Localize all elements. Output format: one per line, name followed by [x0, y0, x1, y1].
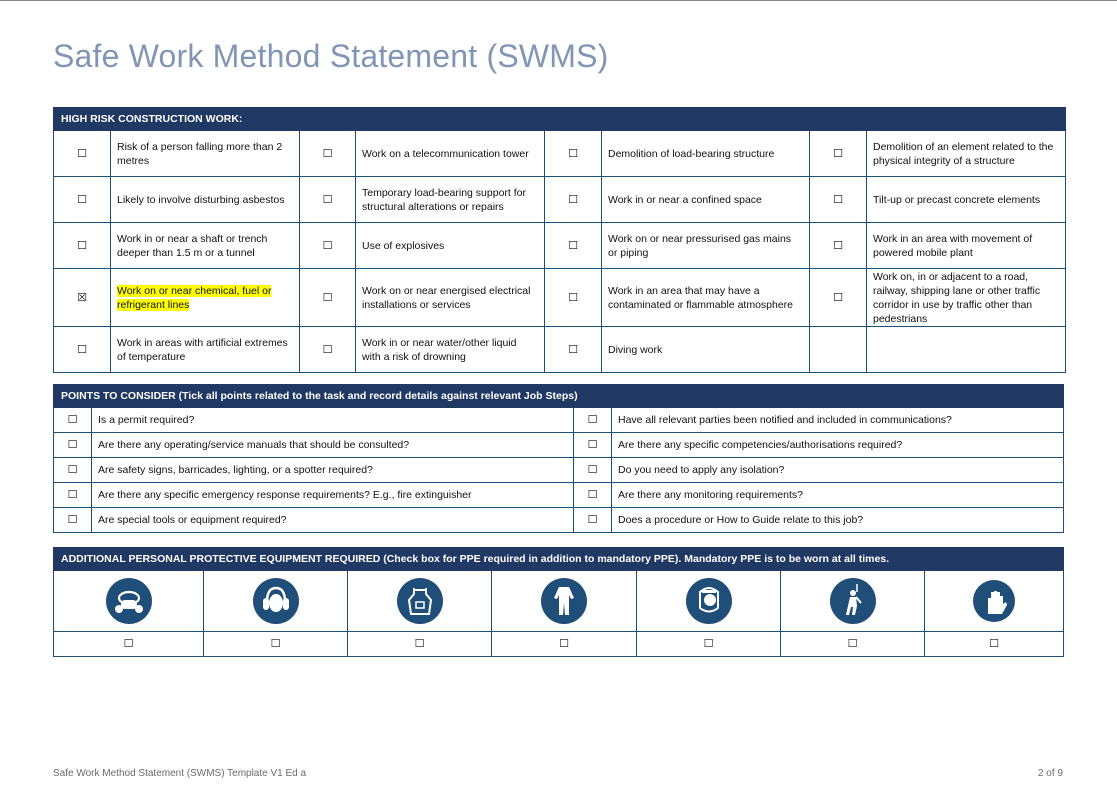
point-label: Are there any specific competencies/authorisations required? [612, 433, 1064, 458]
risk-label: Likely to involve disturbing asbestos [111, 177, 300, 223]
risk-label: Work in or near water/other liquid with a risk of drowning [356, 327, 545, 373]
top-rule [0, 0, 1117, 1]
footer-page-number: 2 of 9 [1037, 768, 1063, 779]
checkbox[interactable]: ☐ [574, 458, 612, 483]
checkbox[interactable]: ☐ [54, 131, 111, 177]
checkbox[interactable]: ☐ [300, 177, 356, 223]
ppe-icon-cell [781, 571, 925, 632]
point-label: Are there any operating/service manuals that should be consulted? [92, 433, 574, 458]
ppe-icon-cell [492, 571, 637, 632]
checkbox[interactable]: ☐ [54, 223, 111, 269]
risk-label: Work in or near a shaft or trench deeper than 1.5 m or a tunnel [111, 223, 300, 269]
checkbox[interactable]: ☐ [574, 433, 612, 458]
point-label: Are special tools or equipment required? [92, 508, 574, 533]
risk-label: Work on, in or adjacent to a road, railway, shipping lane or other traffic corridor in use by traffic other than pedestrians [867, 269, 1066, 327]
footer-document-name: Safe Work Method Statement (SWMS) Template V1 Ed a [53, 768, 307, 779]
empty-cell [810, 327, 867, 373]
risk-label [111, 269, 300, 327]
ppe-checkbox[interactable]: ☐ [637, 632, 781, 657]
highlighted-text: Work on or near chemical, fuel or refrigerant lines [117, 284, 272, 311]
point-label: Do you need to apply any isolation? [612, 458, 1064, 483]
ppe-checkbox[interactable]: ☐ [54, 632, 204, 657]
risk-label: Risk of a person falling more than 2 metres [111, 131, 300, 177]
ppe-checkbox[interactable]: ☐ [492, 632, 637, 657]
points-header: POINTS TO CONSIDER (Tick all points related to the task and record details against relevant Job Steps) [54, 385, 1064, 408]
checkbox[interactable]: ☐ [54, 327, 111, 373]
point-label: Does a procedure or How to Guide relate to this job? [612, 508, 1064, 533]
checkbox[interactable]: ☐ [300, 327, 356, 373]
checkbox[interactable]: ☐ [545, 131, 602, 177]
ppe-icon-cell [348, 571, 492, 632]
page-title: Safe Work Method Statement (SWMS) [53, 38, 609, 74]
gloves-icon [973, 580, 1015, 622]
harness-icon [830, 578, 876, 624]
risk-label: Work on a telecommunication tower [356, 131, 545, 177]
empty-cell [867, 327, 1066, 373]
checkbox-checked[interactable]: ☒ [54, 269, 111, 327]
checkbox[interactable]: ☐ [54, 408, 92, 433]
checkbox[interactable]: ☐ [810, 177, 867, 223]
ppe-header: ADDITIONAL PERSONAL PROTECTIVE EQUIPMENT REQUIRED (Check box for PPE required in addition to mandatory PPE). Mandatory PPE is to be worn at all times. [54, 548, 1064, 571]
checkbox[interactable]: ☐ [810, 223, 867, 269]
point-label: Have all relevant parties been notified and included in communications? [612, 408, 1064, 433]
point-label: Are there any specific emergency response requirements? E.g., fire extinguisher [92, 483, 574, 508]
ppe-table [53, 547, 1064, 657]
ppe-icon-cell [204, 571, 348, 632]
ppe-checkbox[interactable]: ☐ [348, 632, 492, 657]
checkbox[interactable]: ☐ [54, 483, 92, 508]
risk-label: Work in an area that may have a contaminated or flammable atmosphere [602, 269, 810, 327]
checkbox[interactable]: ☐ [300, 269, 356, 327]
risk-label: Work in an area with movement of powered mobile plant [867, 223, 1066, 269]
checkbox[interactable]: ☐ [810, 131, 867, 177]
risk-label: Demolition of an element related to the physical integrity of a structure [867, 131, 1066, 177]
checkbox[interactable]: ☐ [545, 177, 602, 223]
point-label: Is a permit required? [92, 408, 574, 433]
risk-label: Tilt-up or precast concrete elements [867, 177, 1066, 223]
risk-label: Temporary load-bearing support for structural alterations or repairs [356, 177, 545, 223]
checkbox[interactable]: ☐ [54, 458, 92, 483]
apron-icon [397, 578, 443, 624]
risk-label: Work on or near energised electrical installations or services [356, 269, 545, 327]
risk-label: Work in areas with artificial extremes of temperature [111, 327, 300, 373]
ppe-checkbox[interactable]: ☐ [204, 632, 348, 657]
checkbox[interactable]: ☐ [574, 483, 612, 508]
ppe-icon-cell [637, 571, 781, 632]
checkbox[interactable]: ☐ [574, 508, 612, 533]
point-label: Are there any monitoring requirements? [612, 483, 1064, 508]
risk-label: Diving work [602, 327, 810, 373]
point-label: Are safety signs, barricades, lighting, or a spotter required? [92, 458, 574, 483]
risk-label: Work on or near pressurised gas mains or piping [602, 223, 810, 269]
points-to-consider-table [53, 384, 1064, 533]
checkbox[interactable]: ☐ [545, 327, 602, 373]
ppe-checkbox[interactable]: ☐ [781, 632, 925, 657]
high-risk-table [53, 107, 1066, 373]
checkbox[interactable]: ☐ [545, 269, 602, 327]
ear-muffs-icon [253, 578, 299, 624]
checkbox[interactable]: ☐ [54, 508, 92, 533]
checkbox[interactable]: ☐ [54, 433, 92, 458]
ppe-icon-cell [54, 571, 204, 632]
ppe-icon-cell [925, 571, 1064, 632]
high-risk-header: HIGH RISK CONSTRUCTION WORK: [54, 108, 1066, 131]
checkbox[interactable]: ☐ [545, 223, 602, 269]
checkbox[interactable]: ☐ [810, 269, 867, 327]
respirator-icon [106, 578, 152, 624]
risk-label: Work in or near a confined space [602, 177, 810, 223]
checkbox[interactable]: ☐ [54, 177, 111, 223]
risk-label: Demolition of load-bearing structure [602, 131, 810, 177]
coveralls-icon [541, 578, 587, 624]
checkbox[interactable]: ☐ [574, 408, 612, 433]
risk-label: Use of explosives [356, 223, 545, 269]
checkbox[interactable]: ☐ [300, 131, 356, 177]
face-shield-icon [686, 578, 732, 624]
checkbox[interactable]: ☐ [300, 223, 356, 269]
ppe-checkbox[interactable]: ☐ [925, 632, 1064, 657]
